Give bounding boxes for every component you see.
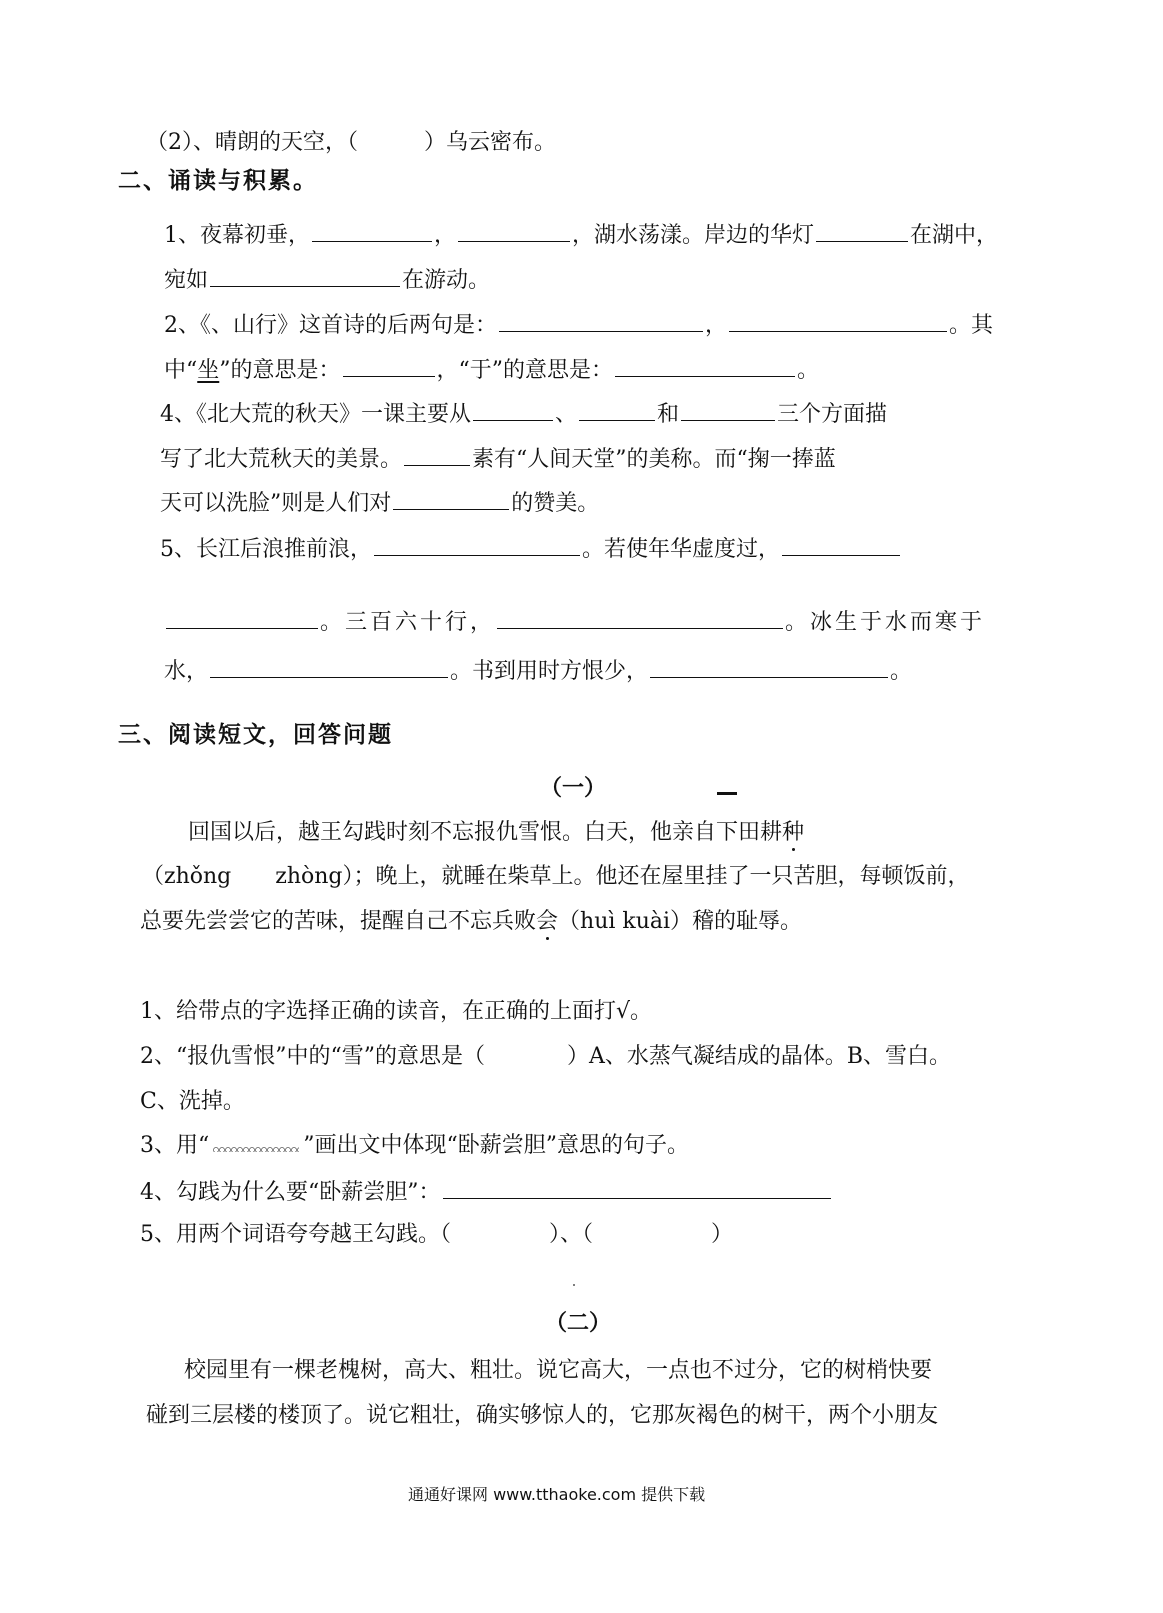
dotted-character: 会	[536, 909, 559, 934]
answer-blank[interactable]	[458, 219, 570, 242]
question-line: C、洗掉。	[140, 1089, 245, 1114]
answer-blank[interactable]	[343, 354, 435, 377]
answer-blank[interactable]	[473, 398, 553, 421]
answer-blank[interactable]	[499, 309, 703, 332]
stray-dash-mark	[717, 792, 737, 795]
question-line: 中“坐”的意思是： ，“于”的意思是： 。	[164, 354, 819, 386]
answer-blank[interactable]	[210, 264, 400, 287]
question-line: 2、《、山行》这首诗的后两句是： ， 。其	[164, 309, 993, 341]
section-heading: 三、阅读短文，回答问题	[118, 722, 393, 748]
answer-blank[interactable]	[681, 398, 775, 421]
dotted-character: 种	[782, 820, 805, 845]
answer-blank[interactable]	[782, 533, 900, 556]
stray-mark	[573, 1284, 575, 1286]
passage-line: （zhǒng zhòng）；晚上，就睡在柴草上。他还在屋里挂了一只苦胆，每顿饭前，	[142, 864, 970, 889]
answer-blank[interactable]	[312, 219, 432, 242]
question-line: （2）、晴朗的天空，（ ）乌云密布。	[146, 130, 557, 155]
question-line: 4、《北大荒的秋天》一课主要从 、 和 三个方面描	[160, 398, 887, 430]
question-line: 3、用“ ”画出文中体现“卧薪尝胆”意思的句子。	[140, 1133, 689, 1158]
underlined-character: 坐	[197, 358, 220, 383]
question-line: 2、“报仇雪恨”中的“雪”的意思是（ ）A、水蒸气凝结成的晶体。B、雪白。	[140, 1044, 952, 1069]
question-line: 4、勾践为什么要“卧薪尝胆”：	[140, 1176, 833, 1208]
answer-blank[interactable]	[443, 1176, 831, 1199]
answer-blank[interactable]	[210, 655, 448, 678]
passage-title: （一）	[540, 776, 607, 801]
section-heading: 二、诵读与积累。	[118, 168, 318, 194]
passage-title: （二）	[545, 1311, 612, 1336]
answer-blank[interactable]	[650, 655, 888, 678]
answer-blank[interactable]	[374, 533, 580, 556]
answer-blank[interactable]	[393, 487, 509, 510]
passage-line: 回国以后，越王勾践时刻不忘报仇雪恨。白天，他亲自下田耕种	[188, 820, 805, 845]
question-line: 5、用两个词语夸夸越王勾践。（ ）、（ ）	[140, 1222, 734, 1247]
passage-line: 校园里有一棵老槐树，高大、粗壮。说它高大，一点也不过分，它的树梢快要	[184, 1358, 933, 1383]
question-line: 1、夜幕初垂， ， ，湖水荡漾。岸边的华灯 在湖中，	[164, 219, 998, 251]
question-line: 水， 。书到用时方恨少， 。	[164, 655, 912, 687]
question-line: 1、给带点的字选择正确的读音，在正确的上面打√。	[140, 999, 653, 1024]
answer-blank[interactable]	[579, 398, 655, 421]
answer-blank[interactable]	[166, 606, 318, 629]
footer-credit: 通通好课网 www.tthaoke.com 提供下载	[408, 1485, 706, 1504]
question-line: 写了北大荒秋天的美景。 素有“人间天堂”的美称。而“掬一捧蓝	[160, 443, 836, 475]
answer-blank[interactable]	[729, 309, 947, 332]
wavy-underline-sample	[213, 1142, 299, 1152]
question-line: 天可以洗脸”则是人们对 的赞美。	[160, 487, 599, 519]
question-line: 宛如 在游动。	[164, 264, 490, 296]
passage-line: 总要先尝尝它的苦味，提醒自己不忘兵败会（huì kuài）稽的耻辱。	[140, 909, 803, 934]
question-line: 。三百六十行， 。冰生于水而寒于	[164, 606, 985, 638]
answer-blank[interactable]	[816, 219, 908, 242]
passage-line: 碰到三层楼的楼顶了。说它粗壮，确实够惊人的，它那灰褐色的树干，两个小朋友	[146, 1403, 939, 1428]
answer-blank[interactable]	[497, 606, 783, 629]
answer-blank[interactable]	[615, 354, 795, 377]
answer-blank[interactable]	[404, 443, 470, 466]
question-line: 5、长江后浪推前浪， 。若使年华虚度过，	[160, 533, 902, 565]
